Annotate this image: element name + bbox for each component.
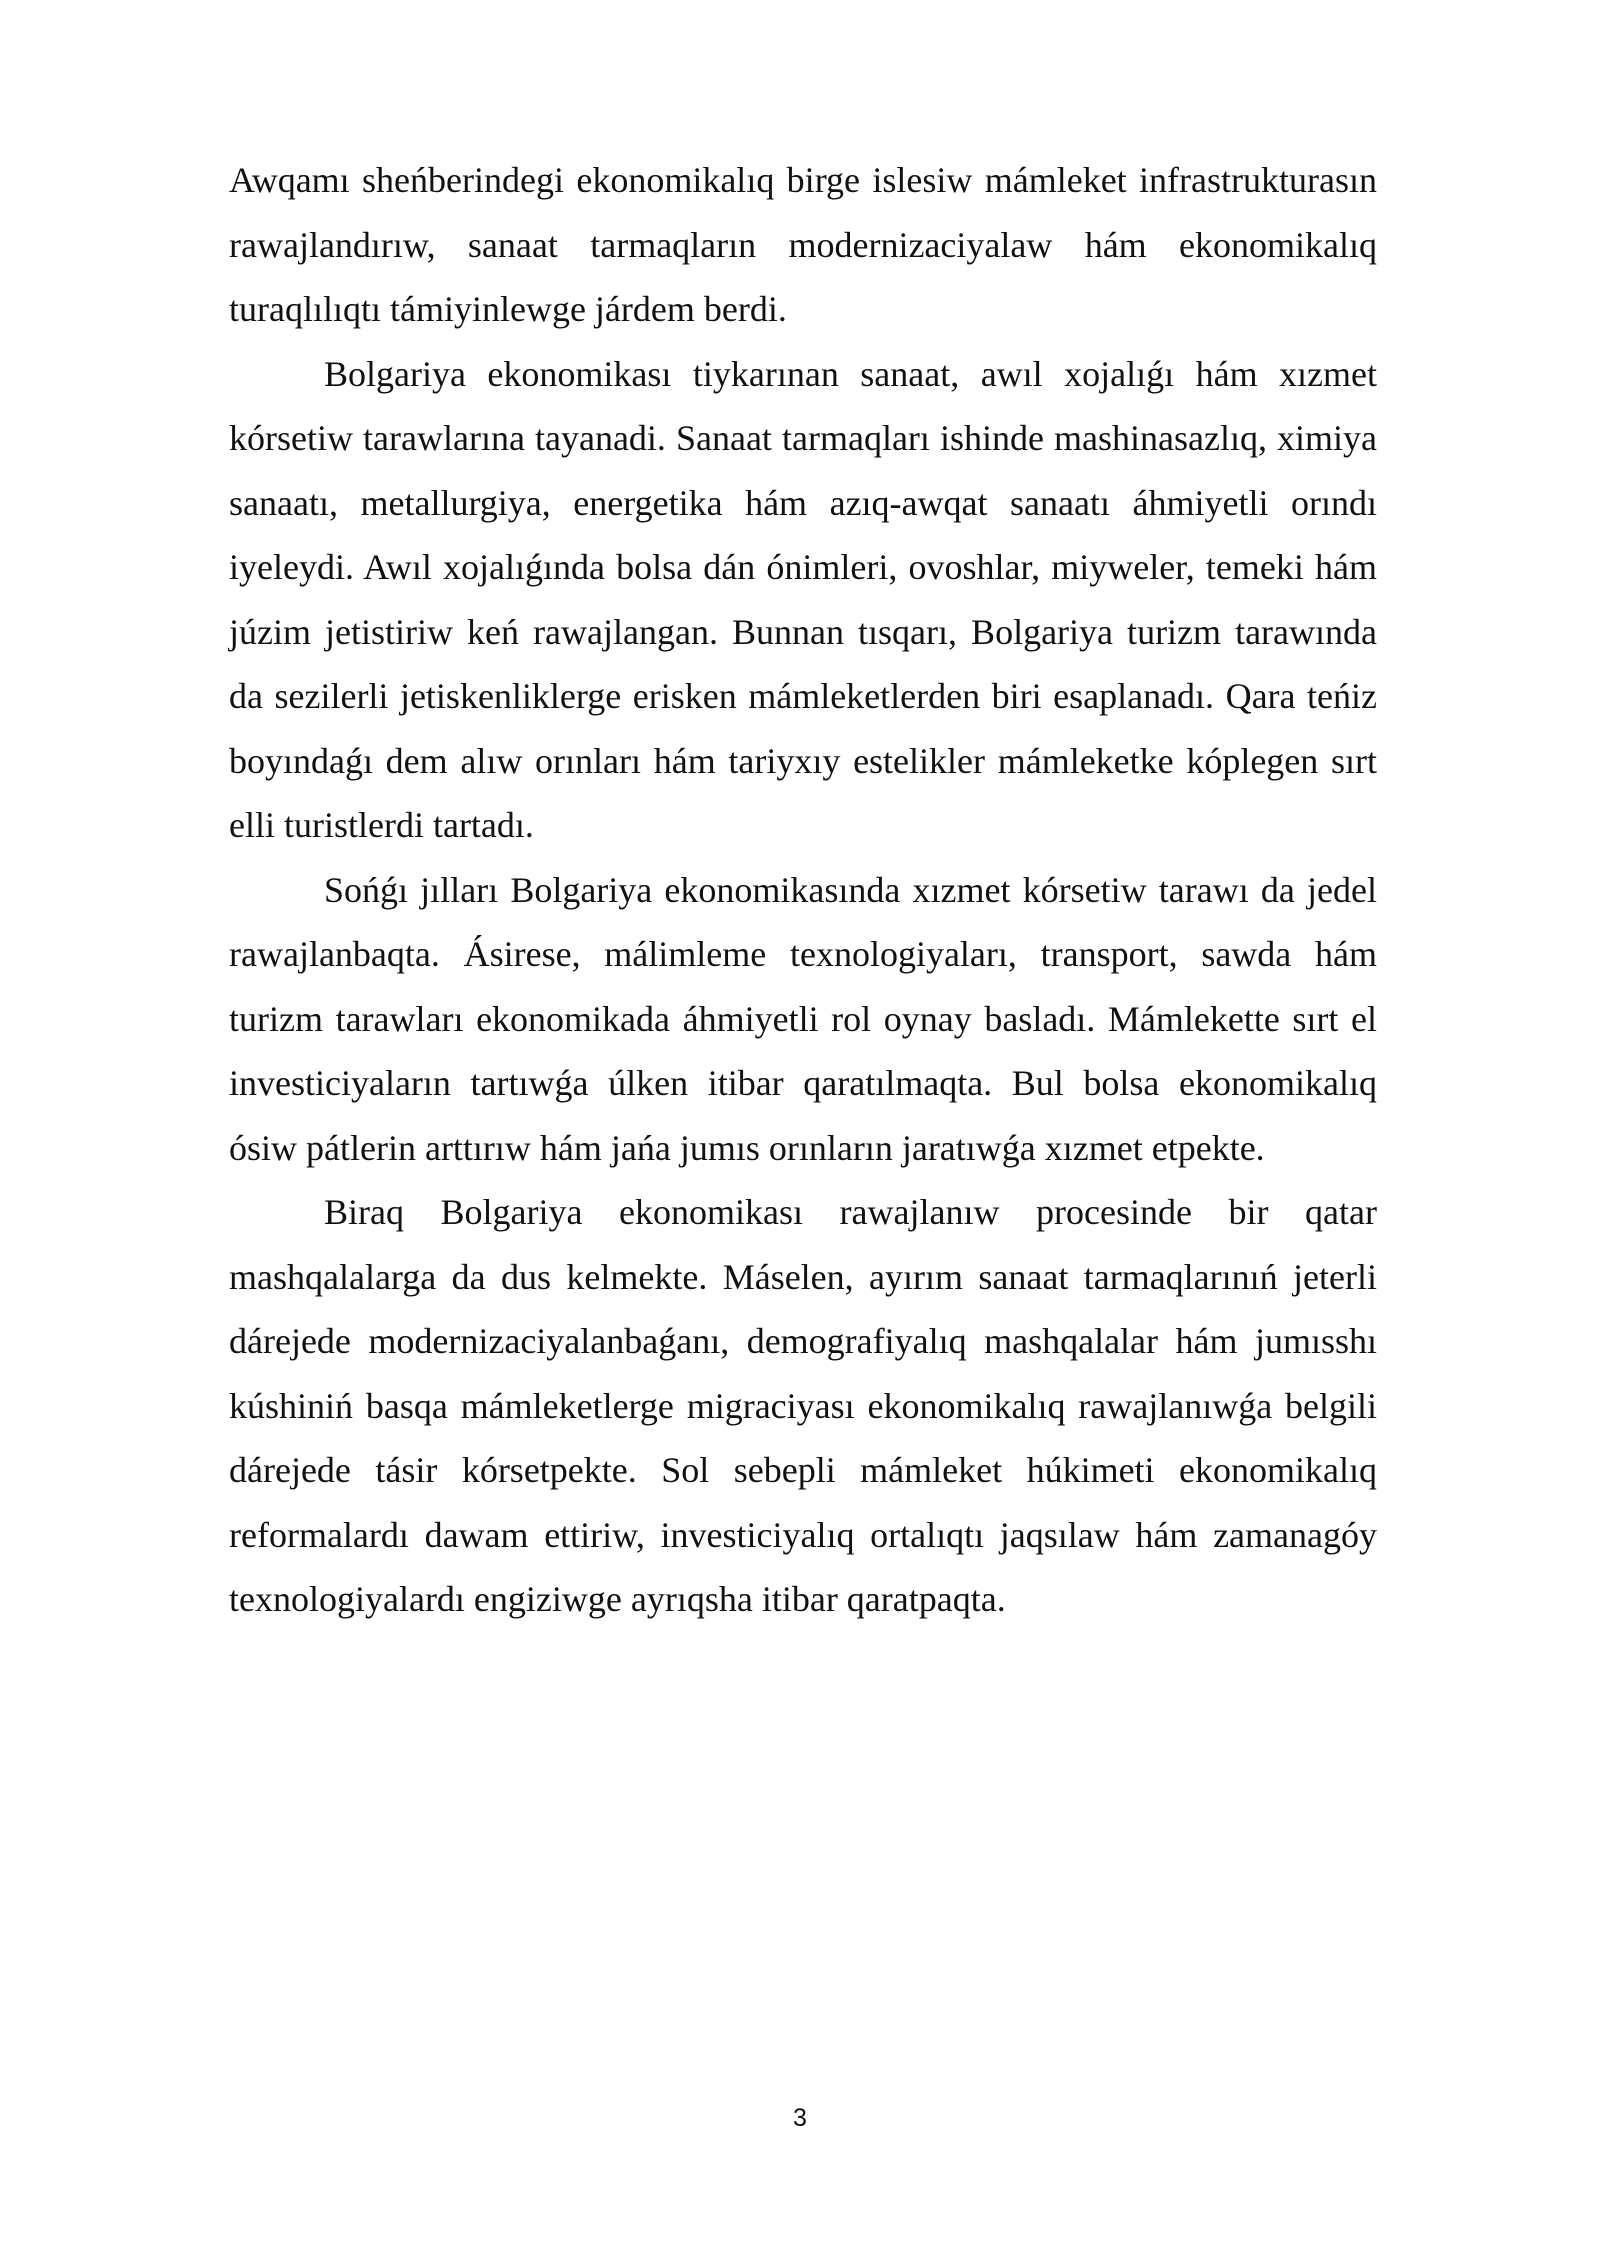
paragraph-economy-sectors: Bolgariya ekonomikası tiykarınan sanaat, awıl xojalıǵı hám xızmet kórsetiw tarawlarına tayanadi. Sanaat tarmaqları ishinde mashinasazlıq, ximiya sanaatı, metallurgiya, energetika hám azıq-awqat sanaatı áhmiyetli orındı iyeleydi. Awıl xojalıǵında bolsa dán ónimleri, ovoshlar, miyweler, temeki hám júzim jetistiriw keń rawajlangan. Bunnan tısqarı, Bolgariya turizm tarawında da sezilerli jetiskenliklerge erisken mámleketlerden biri esaplanadı. Qara teńiz boyındaǵı dem alıw orınları hám tariyxıy estelikler mámleketke kóplegen sırt elli turistlerdi tartadı. (229, 353, 1377, 845)
paragraph-continuation: Awqamı sheńberindegi ekonomikalıq birge islesiw mámleket infrastrukturasın rawajlandırıw, sanaat tarmaqların modernizaciyalaw hám ekonomikalıq turaqlılıqtı támiyinlewge járdem berdi. (229, 160, 1377, 329)
paragraph-services-growth: Sońǵı jılları Bolgariya ekonomikasında xızmet kórsetiw tarawı da jedel rawajlanbaqta. Ásirese, málimleme texnologiyaları, transport, sawda hám turizm tarawları ekonomikada áhmiyetli rol oynay basladı. Mámlekette sırt el investiciyaların tartıwǵa úlken itibar qaratılmaqta. Bul bolsa ekonomikalıq ósiw pátlerin arttırıw hám jańa jumıs orınların jaratıwǵa xızmet etpekte. (229, 869, 1377, 1168)
page-number: 3 (793, 2104, 807, 2132)
paragraph-challenges: Biraq Bolgariya ekonomikası rawajlanıw procesinde bir qatar mashqalalarga da dus kelmekte. Máselen, ayırım sanaat tarmaqlarınıń jeterli dárejede modernizaciyalanbaǵanı, demografiyalıq mashqalalar hám jumısshı kúshiniń basqa mámleketlerge migraciyası ekonomikalıq rawajlanıwǵa belgili dárejede tásir kórsetpekte. Sol sebepli mámleket húkimeti ekonomikalıq reformalardı dawam ettiriw, investiciyalıq ortalıqtı jaqsılaw hám zamanagóy texnologiyalardı engiziwge ayrıqsha itibar qaratpaqta. (229, 1192, 1377, 1619)
body-text (229, 148, 1377, 1632)
